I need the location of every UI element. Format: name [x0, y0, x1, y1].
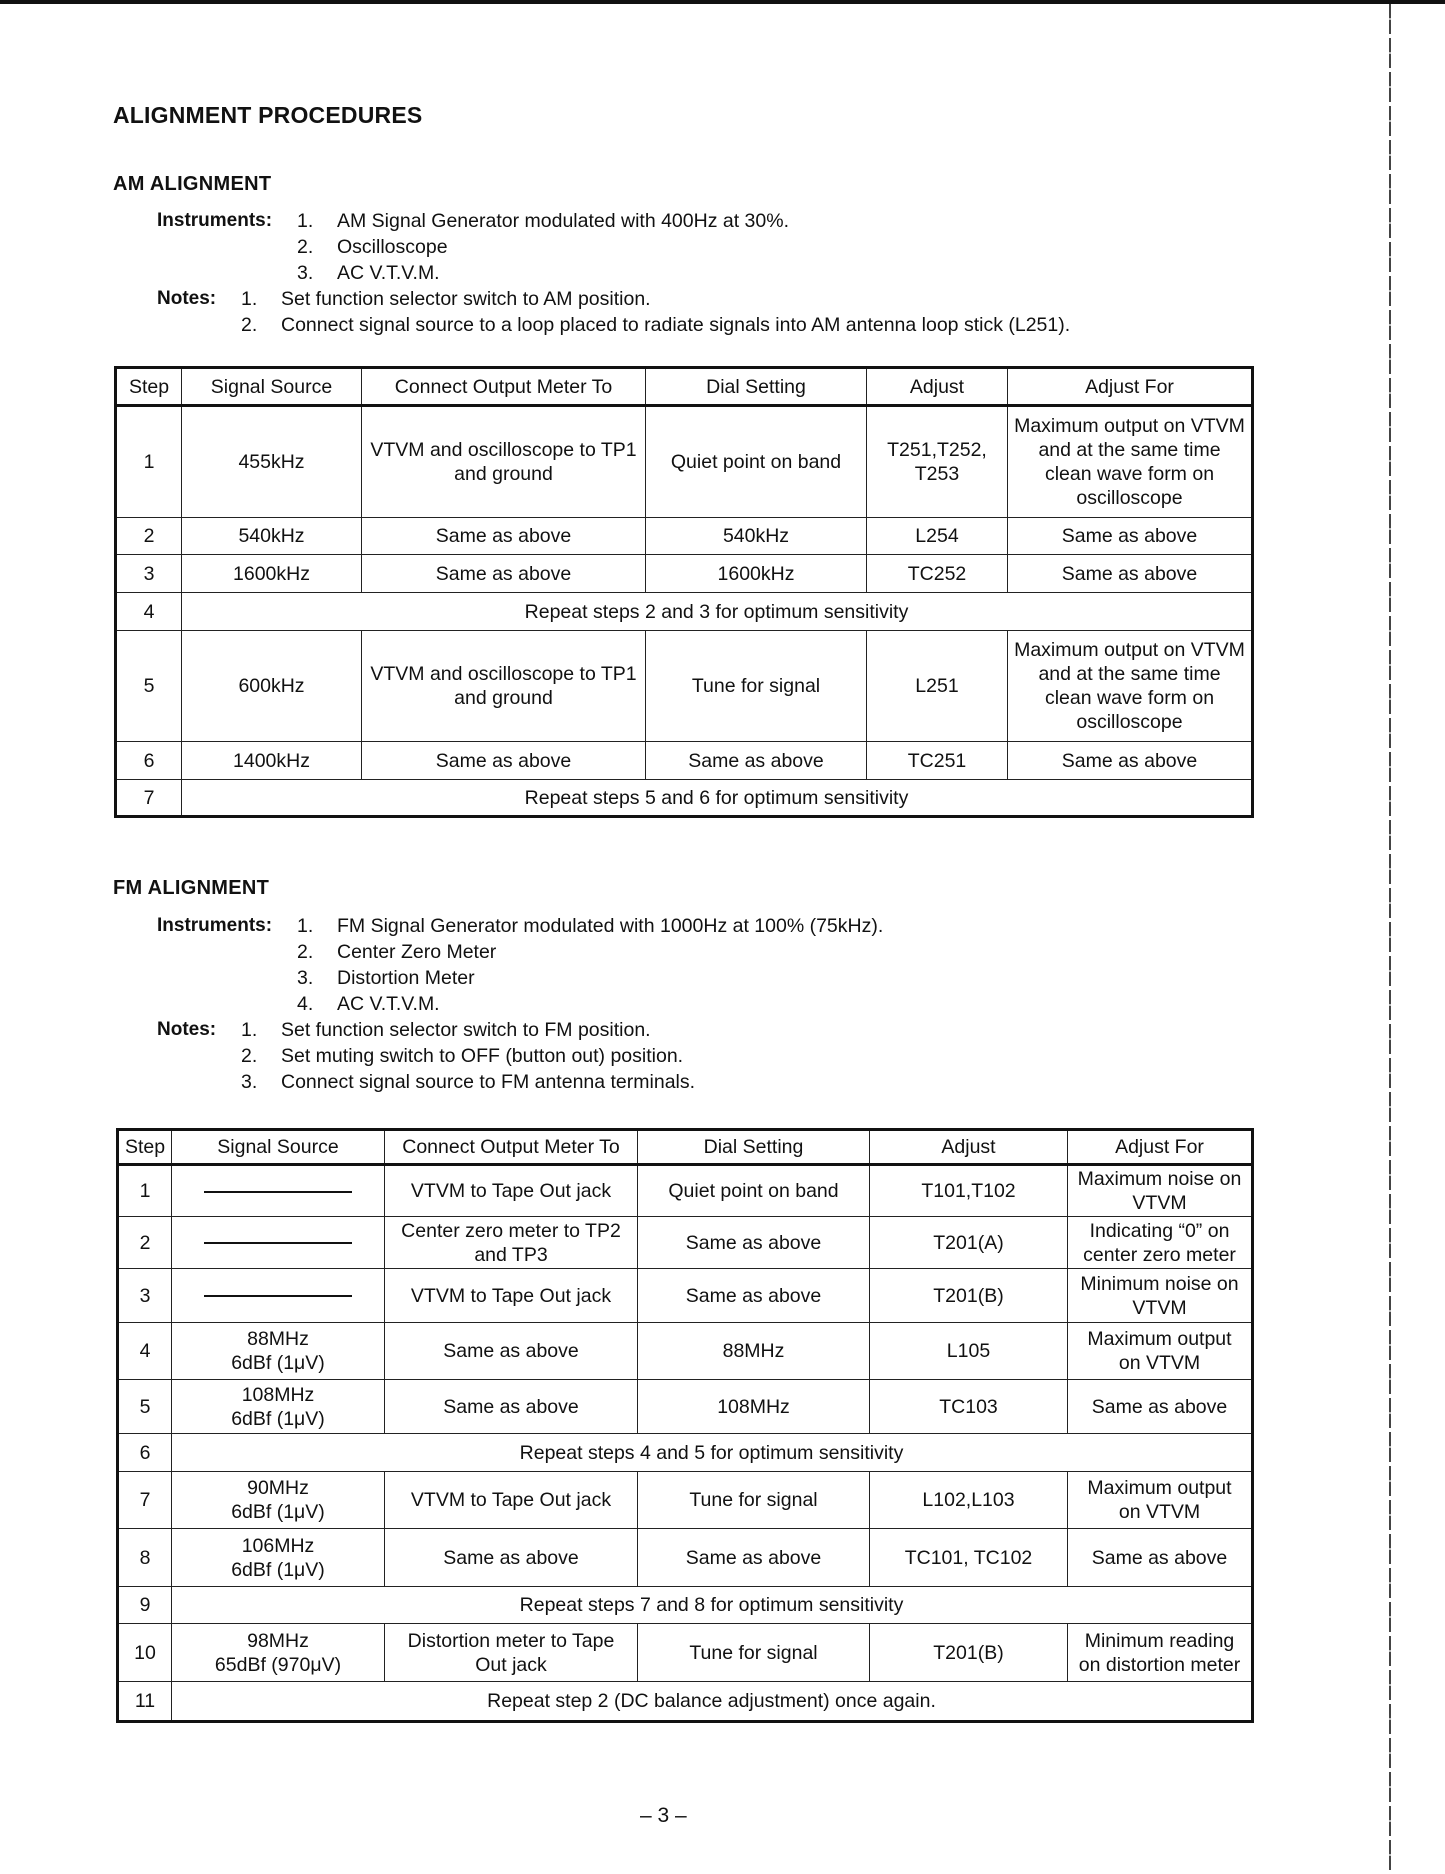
- cell-adjust: L251: [867, 631, 1008, 742]
- cell-note-span: Repeat steps 4 and 5 for optimum sensitivity: [172, 1434, 1253, 1472]
- cell-dial-setting: Quiet point on band: [638, 1165, 870, 1217]
- cell-signal-source: [172, 1472, 385, 1529]
- table-row: [118, 1587, 1253, 1624]
- am-alignment-table: [114, 366, 1254, 818]
- table-header-row: [116, 368, 1253, 406]
- signal-frequency: 88MHz: [247, 1328, 309, 1350]
- cell-signal-source: [182, 631, 362, 742]
- cell-adjust-for: Same as above: [1008, 742, 1253, 780]
- cell-adjust: TC251: [867, 742, 1008, 780]
- am-instrument-item: 1. AM Signal Generator modulated with 400Hz at 30%.: [297, 210, 789, 232]
- fm-instrument-item: 3. Distortion Meter: [297, 967, 475, 989]
- cell-adjust-for: Same as above: [1068, 1529, 1253, 1587]
- table-row: [118, 1682, 1253, 1722]
- signal-frequency: 1600kHz: [233, 562, 310, 585]
- cell-step: 11: [118, 1682, 172, 1722]
- cell-adjust: L254: [867, 518, 1008, 555]
- cell-adjust: T201(B): [870, 1269, 1068, 1323]
- table-row: [118, 1323, 1253, 1380]
- cell-connect-output-meter-to: VTVM to Tape Out jack: [385, 1472, 638, 1529]
- cell-step: 7: [118, 1472, 172, 1529]
- cell-step: 4: [116, 593, 182, 631]
- cell-adjust: TC101, TC102: [870, 1529, 1068, 1587]
- fm-heading: FM ALIGNMENT: [113, 877, 270, 899]
- table-row: [118, 1380, 1253, 1434]
- table-row: [118, 1529, 1253, 1587]
- table-row: [116, 406, 1253, 518]
- am-notes-label: Notes:: [157, 288, 217, 309]
- cell-dial-setting: 1600kHz: [646, 555, 867, 593]
- fm-instrument-item: 4. AC V.T.V.M.: [297, 993, 440, 1015]
- page-edge-line: [1389, 4, 1391, 1874]
- fm-instrument-item: 1. FM Signal Generator modulated with 1000Hz at 100% (75kHz).: [297, 915, 884, 937]
- cell-adjust-for: Minimum noise on VTVM: [1068, 1269, 1253, 1323]
- cell-step: 10: [118, 1624, 172, 1682]
- fm-alignment-table: [116, 1128, 1254, 1723]
- cell-note-span: Repeat steps 2 and 3 for optimum sensitivity: [182, 593, 1253, 631]
- cell-signal-source: [172, 1624, 385, 1682]
- header-signal-source: Signal Source: [172, 1130, 385, 1165]
- am-instrument-item: 3. AC V.T.V.M.: [297, 262, 440, 284]
- fm-instruments-label: Instruments:: [157, 915, 273, 936]
- cell-step: 6: [118, 1434, 172, 1472]
- header-adjust: Adjust: [870, 1130, 1068, 1165]
- cell-dial-setting: Tune for signal: [638, 1472, 870, 1529]
- table-row: [118, 1217, 1253, 1269]
- cell-dial-setting: Tune for signal: [646, 631, 867, 742]
- am-instruments-list: [297, 208, 789, 286]
- cell-signal-source: [172, 1323, 385, 1380]
- am-note-item: 2. Connect signal source to a loop placed to radiate signals into AM antenna loop stick (L251).: [241, 314, 1071, 336]
- header-signal-source: Signal Source: [182, 368, 362, 406]
- cell-connect-output-meter-to: Same as above: [362, 742, 646, 780]
- am-note-item: 1. Set function selector switch to AM position.: [241, 288, 651, 310]
- cell-adjust-for: Same as above: [1068, 1380, 1253, 1434]
- cell-connect-output-meter-to: Distortion meter to Tape Out jack: [385, 1624, 638, 1682]
- page-number: – 3 –: [640, 1804, 687, 1827]
- header-connect-output-meter-to: Connect Output Meter To: [385, 1130, 638, 1165]
- cell-adjust-for: Same as above: [1008, 555, 1253, 593]
- cell-adjust-for: Indicating “0” on center zero meter: [1068, 1217, 1253, 1269]
- cell-adjust: T251,T252, T253: [867, 406, 1008, 518]
- table-row: [118, 1165, 1253, 1217]
- cell-note-span: Repeat steps 7 and 8 for optimum sensitivity: [172, 1587, 1253, 1624]
- signal-level: 6dBf (1μV): [231, 1558, 325, 1581]
- signal-level: 65dBf (970μV): [214, 1653, 342, 1676]
- cell-adjust-for: Maximum output on VTVM: [1068, 1472, 1253, 1529]
- cell-step: 4: [118, 1323, 172, 1380]
- cell-step: 8: [118, 1529, 172, 1587]
- cell-adjust: T201(B): [870, 1624, 1068, 1682]
- am-notes-list: [241, 286, 1070, 338]
- table-row: [116, 555, 1253, 593]
- cell-connect-output-meter-to: Same as above: [385, 1323, 638, 1380]
- cell-adjust-for: Same as above: [1008, 518, 1253, 555]
- page-top-border: [0, 0, 1445, 4]
- table-row: [116, 518, 1253, 555]
- signal-frequency: 98MHz: [247, 1629, 309, 1652]
- cell-dial-setting: 108MHz: [638, 1380, 870, 1434]
- fm-note-item: 3. Connect signal source to FM antenna terminals.: [241, 1071, 696, 1093]
- cell-signal-source: [172, 1217, 385, 1269]
- table-header-row: [118, 1130, 1253, 1165]
- cell-connect-output-meter-to: VTVM to Tape Out jack: [385, 1269, 638, 1323]
- signal-frequency: 455kHz: [238, 451, 305, 473]
- fm-instruments-list: [297, 913, 883, 1017]
- table-row: [118, 1624, 1253, 1682]
- table-row: [118, 1434, 1253, 1472]
- cell-signal-source: [172, 1380, 385, 1434]
- cell-dial-setting: Quiet point on band: [646, 406, 867, 518]
- signal-frequency: 106MHz: [241, 1534, 315, 1557]
- cell-step: 2: [118, 1217, 172, 1269]
- cell-adjust-for: Minimum reading on distortion meter: [1068, 1624, 1253, 1682]
- page-title: ALIGNMENT PROCEDURES: [113, 102, 423, 128]
- table-row: [116, 780, 1253, 817]
- cell-signal-source: [182, 406, 362, 518]
- table-row: [118, 1472, 1253, 1529]
- cell-signal-source: [172, 1529, 385, 1587]
- fm-note-item: 2. Set muting switch to OFF (button out) position.: [241, 1045, 684, 1067]
- header-step: Step: [118, 1130, 172, 1165]
- cell-dial-setting: Tune for signal: [638, 1624, 870, 1682]
- cell-step: 7: [116, 780, 182, 817]
- cell-dial-setting: 88MHz: [638, 1323, 870, 1380]
- cell-connect-output-meter-to: VTVM and oscilloscope to TP1 and ground: [362, 631, 646, 742]
- cell-adjust: T201(A): [870, 1217, 1068, 1269]
- cell-dial-setting: Same as above: [638, 1269, 870, 1323]
- cell-step: 1: [118, 1165, 172, 1217]
- cell-dial-setting: Same as above: [646, 742, 867, 780]
- header-adjust: Adjust: [867, 368, 1008, 406]
- cell-adjust: TC252: [867, 555, 1008, 593]
- am-heading: AM ALIGNMENT: [113, 173, 272, 195]
- cell-note-span: Repeat step 2 (DC balance adjustment) once again.: [172, 1682, 1253, 1722]
- cell-connect-output-meter-to: VTVM to Tape Out jack: [385, 1165, 638, 1217]
- no-signal-dash: [204, 1191, 352, 1193]
- header-connect-output-meter-to: Connect Output Meter To: [362, 368, 646, 406]
- cell-adjust: TC103: [870, 1380, 1068, 1434]
- cell-adjust-for: Maximum output on VTVM: [1068, 1323, 1253, 1380]
- cell-connect-output-meter-to: Same as above: [385, 1380, 638, 1434]
- fm-instrument-item: 2. Center Zero Meter: [297, 941, 497, 963]
- cell-step: 3: [118, 1269, 172, 1323]
- cell-connect-output-meter-to: VTVM and oscilloscope to TP1 and ground: [362, 406, 646, 518]
- cell-connect-output-meter-to: Same as above: [362, 518, 646, 555]
- no-signal-dash: [204, 1242, 352, 1244]
- table-row: [116, 593, 1253, 631]
- cell-step: 3: [116, 555, 182, 593]
- signal-frequency: 90MHz: [247, 1477, 309, 1499]
- signal-frequency: 600kHz: [238, 675, 305, 697]
- table-row: [116, 742, 1253, 780]
- cell-adjust-for: Maximum output on VTVM and at the same time clean wave form on oscilloscope: [1008, 631, 1253, 742]
- fm-note-item: 1. Set function selector switch to FM position.: [241, 1019, 651, 1041]
- cell-adjust: L105: [870, 1323, 1068, 1380]
- cell-signal-source: [182, 742, 362, 780]
- cell-connect-output-meter-to: Center zero meter to TP2 and TP3: [385, 1217, 638, 1269]
- header-dial-setting: Dial Setting: [638, 1130, 870, 1165]
- header-step: Step: [116, 368, 182, 406]
- cell-dial-setting: 540kHz: [646, 518, 867, 555]
- cell-dial-setting: Same as above: [638, 1217, 870, 1269]
- am-instruments-label: Instruments:: [157, 210, 273, 231]
- cell-signal-source: [172, 1269, 385, 1323]
- cell-signal-source: [182, 555, 362, 593]
- cell-adjust: T101,T102: [870, 1165, 1068, 1217]
- signal-frequency: 108MHz: [241, 1383, 315, 1406]
- header-adjust-for: Adjust For: [1068, 1130, 1253, 1165]
- table-row: [116, 631, 1253, 742]
- cell-adjust-for: Maximum noise on VTVM: [1068, 1165, 1253, 1217]
- cell-step: 5: [118, 1380, 172, 1434]
- signal-frequency: 540kHz: [238, 525, 305, 547]
- signal-frequency: 1400kHz: [233, 749, 310, 772]
- cell-step: 1: [116, 406, 182, 518]
- fm-notes-list: [241, 1017, 695, 1095]
- cell-dial-setting: Same as above: [638, 1529, 870, 1587]
- cell-signal-source: [172, 1165, 385, 1217]
- am-instrument-item: 2. Oscilloscope: [297, 236, 448, 258]
- cell-connect-output-meter-to: Same as above: [385, 1529, 638, 1587]
- signal-level: 6dBf (1μV): [231, 1352, 325, 1374]
- header-dial-setting: Dial Setting: [646, 368, 867, 406]
- header-adjust-for: Adjust For: [1008, 368, 1253, 406]
- no-signal-dash: [204, 1295, 352, 1297]
- cell-step: 5: [116, 631, 182, 742]
- signal-level: 6dBf (1μV): [231, 1407, 325, 1430]
- cell-note-span: Repeat steps 5 and 6 for optimum sensitivity: [182, 780, 1253, 817]
- cell-adjust: L102,L103: [870, 1472, 1068, 1529]
- cell-step: 2: [116, 518, 182, 555]
- fm-notes-label: Notes:: [157, 1019, 217, 1040]
- cell-adjust-for: Maximum output on VTVM and at the same time clean wave form on oscilloscope: [1008, 406, 1253, 518]
- cell-connect-output-meter-to: Same as above: [362, 555, 646, 593]
- cell-step: 9: [118, 1587, 172, 1624]
- signal-level: 6dBf (1μV): [231, 1501, 325, 1523]
- cell-signal-source: [182, 518, 362, 555]
- cell-step: 6: [116, 742, 182, 780]
- table-row: [118, 1269, 1253, 1323]
